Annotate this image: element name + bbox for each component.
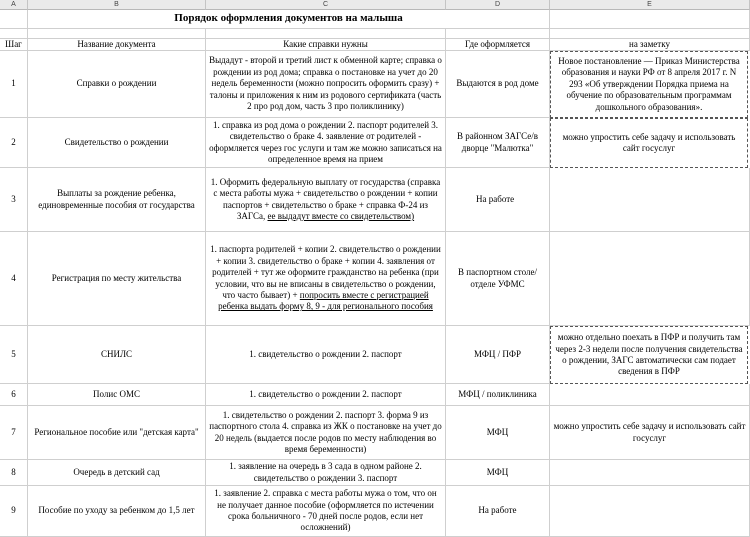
empty-cell[interactable] — [550, 384, 750, 406]
row-4-where[interactable]: В паспортном столе/отделе УФМС — [446, 232, 550, 326]
empty-cell[interactable] — [550, 29, 750, 39]
header-certs[interactable]: Какие справки нужны — [206, 39, 446, 51]
empty-cell[interactable] — [550, 460, 750, 486]
empty-cell[interactable] — [446, 29, 550, 39]
row-4-certs[interactable] — [206, 232, 446, 326]
row-1-name[interactable]: Справки о рождении — [28, 51, 206, 118]
row-2-name[interactable]: Свидетельство о рождении — [28, 118, 206, 168]
header-name[interactable]: Название документа — [28, 39, 206, 51]
row-2-step[interactable]: 2 — [0, 118, 28, 168]
header-step[interactable]: Шаг — [0, 39, 28, 51]
row-8-certs[interactable]: 1. заявление на очередь в 3 сада в одном районе 2. свидетельство о рождении 3. паспорт — [206, 460, 446, 486]
row-1-certs[interactable]: Выдадут - второй и третий лист к обменной карте; справка о рождении из род дома; справка о постановке на учет до 20 недель беременности (можно попросить оформить сразу) + талоны и приложения к ним из родового сертификата (часть 2 про род дом, часть 3 про поликлинику) — [206, 51, 446, 118]
header-where[interactable]: Где оформляется — [446, 39, 550, 51]
column-header-d[interactable]: D — [446, 0, 550, 10]
empty-cell[interactable] — [550, 10, 750, 29]
row-1-note[interactable]: Новое постановление — Приказ Министерства образования и науки РФ от 8 апреля 2017 г. N 293 «Об утверждении Порядка приема на обучение по образовательным программам дошкольного образования». — [550, 51, 748, 118]
row-3-where[interactable]: На работе — [446, 168, 550, 232]
column-header-c[interactable]: C — [206, 0, 446, 10]
column-header-e[interactable]: E — [550, 0, 750, 10]
column-header-b[interactable]: B — [28, 0, 206, 10]
row-4-name[interactable]: Регистрация по месту жительства — [28, 232, 206, 326]
row-3-step[interactable]: 3 — [0, 168, 28, 232]
row-2-certs[interactable]: 1. справка из род дома о рождении 2. паспорт родителей 3. свидетельство о браке 4. заявление от родителей - оформляется через гос услуги и там же можно записаться на определенное время на прием — [206, 118, 446, 168]
row-6-certs[interactable]: 1. свидетельство о рождении 2. паспорт — [206, 384, 446, 406]
row-7-note[interactable]: можно упростить себе задачу и использовать сайт госуслуг — [550, 406, 750, 460]
row-6-name[interactable]: Полис ОМС — [28, 384, 206, 406]
row-7-certs[interactable]: 1. свидетельство о рождении 2. паспорт 3. форма 9 из паспортного стола 4. справка из ЖК о постановке на учет до 20 недель (выдается после родов по месту наблюдения во время беременности) — [206, 406, 446, 460]
row-8-step[interactable]: 8 — [0, 460, 28, 486]
row-9-certs[interactable]: 1. заявление 2. справка с места работы мужа о том, что он не получает данное пособие (оформляется по истечении срока больничного - 70 дней после родов, если нет осложнений) — [206, 486, 446, 537]
row-7-step[interactable]: 7 — [0, 406, 28, 460]
row-1-step[interactable]: 1 — [0, 51, 28, 118]
empty-cell[interactable] — [0, 10, 28, 29]
row-6-step[interactable]: 6 — [0, 384, 28, 406]
empty-cell[interactable] — [206, 29, 446, 39]
row-5-certs[interactable]: 1. свидетельство о рождении 2. паспорт — [206, 326, 446, 384]
row-8-where[interactable]: МФЦ — [446, 460, 550, 486]
row-2-note[interactable]: можно упростить себе задачу и использовать сайт госуслуг — [550, 118, 748, 168]
row-5-step[interactable]: 5 — [0, 326, 28, 384]
row-3-certs[interactable] — [206, 168, 446, 232]
empty-cell[interactable] — [550, 486, 750, 537]
empty-cell[interactable] — [0, 29, 28, 39]
row-7-name[interactable]: Региональное пособие или "детская карта" — [28, 406, 206, 460]
row-9-step[interactable]: 9 — [0, 486, 28, 537]
row-1-where[interactable]: Выдаются в род доме — [446, 51, 550, 118]
sheet-title[interactable]: Порядок оформления документов на малыша — [28, 10, 550, 29]
row-2-where[interactable]: В районном ЗАГСе/в дворце "Малютка" — [446, 118, 550, 168]
row-3-name[interactable]: Выплаты за рождение ребенка, единовременные пособия от государства — [28, 168, 206, 232]
row-4-certs-text: 1. паспорта родителей + копии 2. свидетельство о рождении + копии 3. свидетельство о браке + копии 4. заявления от родителей + тут же оформите гражданство на ребенка (при условии, что вы не вписаны в свидетельство о рождении, что часто бывает) + — [210, 244, 441, 300]
row-4-step[interactable]: 4 — [0, 232, 28, 326]
row-5-note[interactable]: можно отдельно поехать в ПФР и получить там через 2-3 недели после получения свидетельства о рождении, ЗАГС автоматически сам подает сведения в ПФР — [550, 326, 748, 384]
row-6-where[interactable]: МФЦ / поликлиника — [446, 384, 550, 406]
header-notes[interactable]: на заметку — [550, 39, 750, 51]
empty-cell[interactable] — [550, 232, 750, 326]
row-3-certs-text: 1. Оформить федеральную выплату от государства (справка с места работы мужа + свидетельство о рождении + копии паспортов + свидетельство о браке + справка Ф-24 из ЗАГСа, — [210, 176, 441, 221]
column-header-a[interactable]: A — [0, 0, 28, 10]
row-9-name[interactable]: Пособие по уходу за ребенком до 1,5 лет — [28, 486, 206, 537]
row-7-where[interactable]: МФЦ — [446, 406, 550, 460]
row-5-name[interactable]: СНИЛС — [28, 326, 206, 384]
row-8-name[interactable]: Очередь в детский сад — [28, 460, 206, 486]
empty-cell[interactable] — [28, 29, 206, 39]
row-5-where[interactable]: МФЦ / ПФР — [446, 326, 550, 384]
row-4-certs-underlined: попросить вместе с регистрацией ребенка выдать форму 8, 9 - для регионального пособия — [218, 289, 433, 312]
empty-cell[interactable] — [550, 168, 750, 232]
row-9-where[interactable]: На работе — [446, 486, 550, 537]
row-3-certs-underlined: ее выдадут вместе со свидетельством) — [267, 210, 415, 221]
